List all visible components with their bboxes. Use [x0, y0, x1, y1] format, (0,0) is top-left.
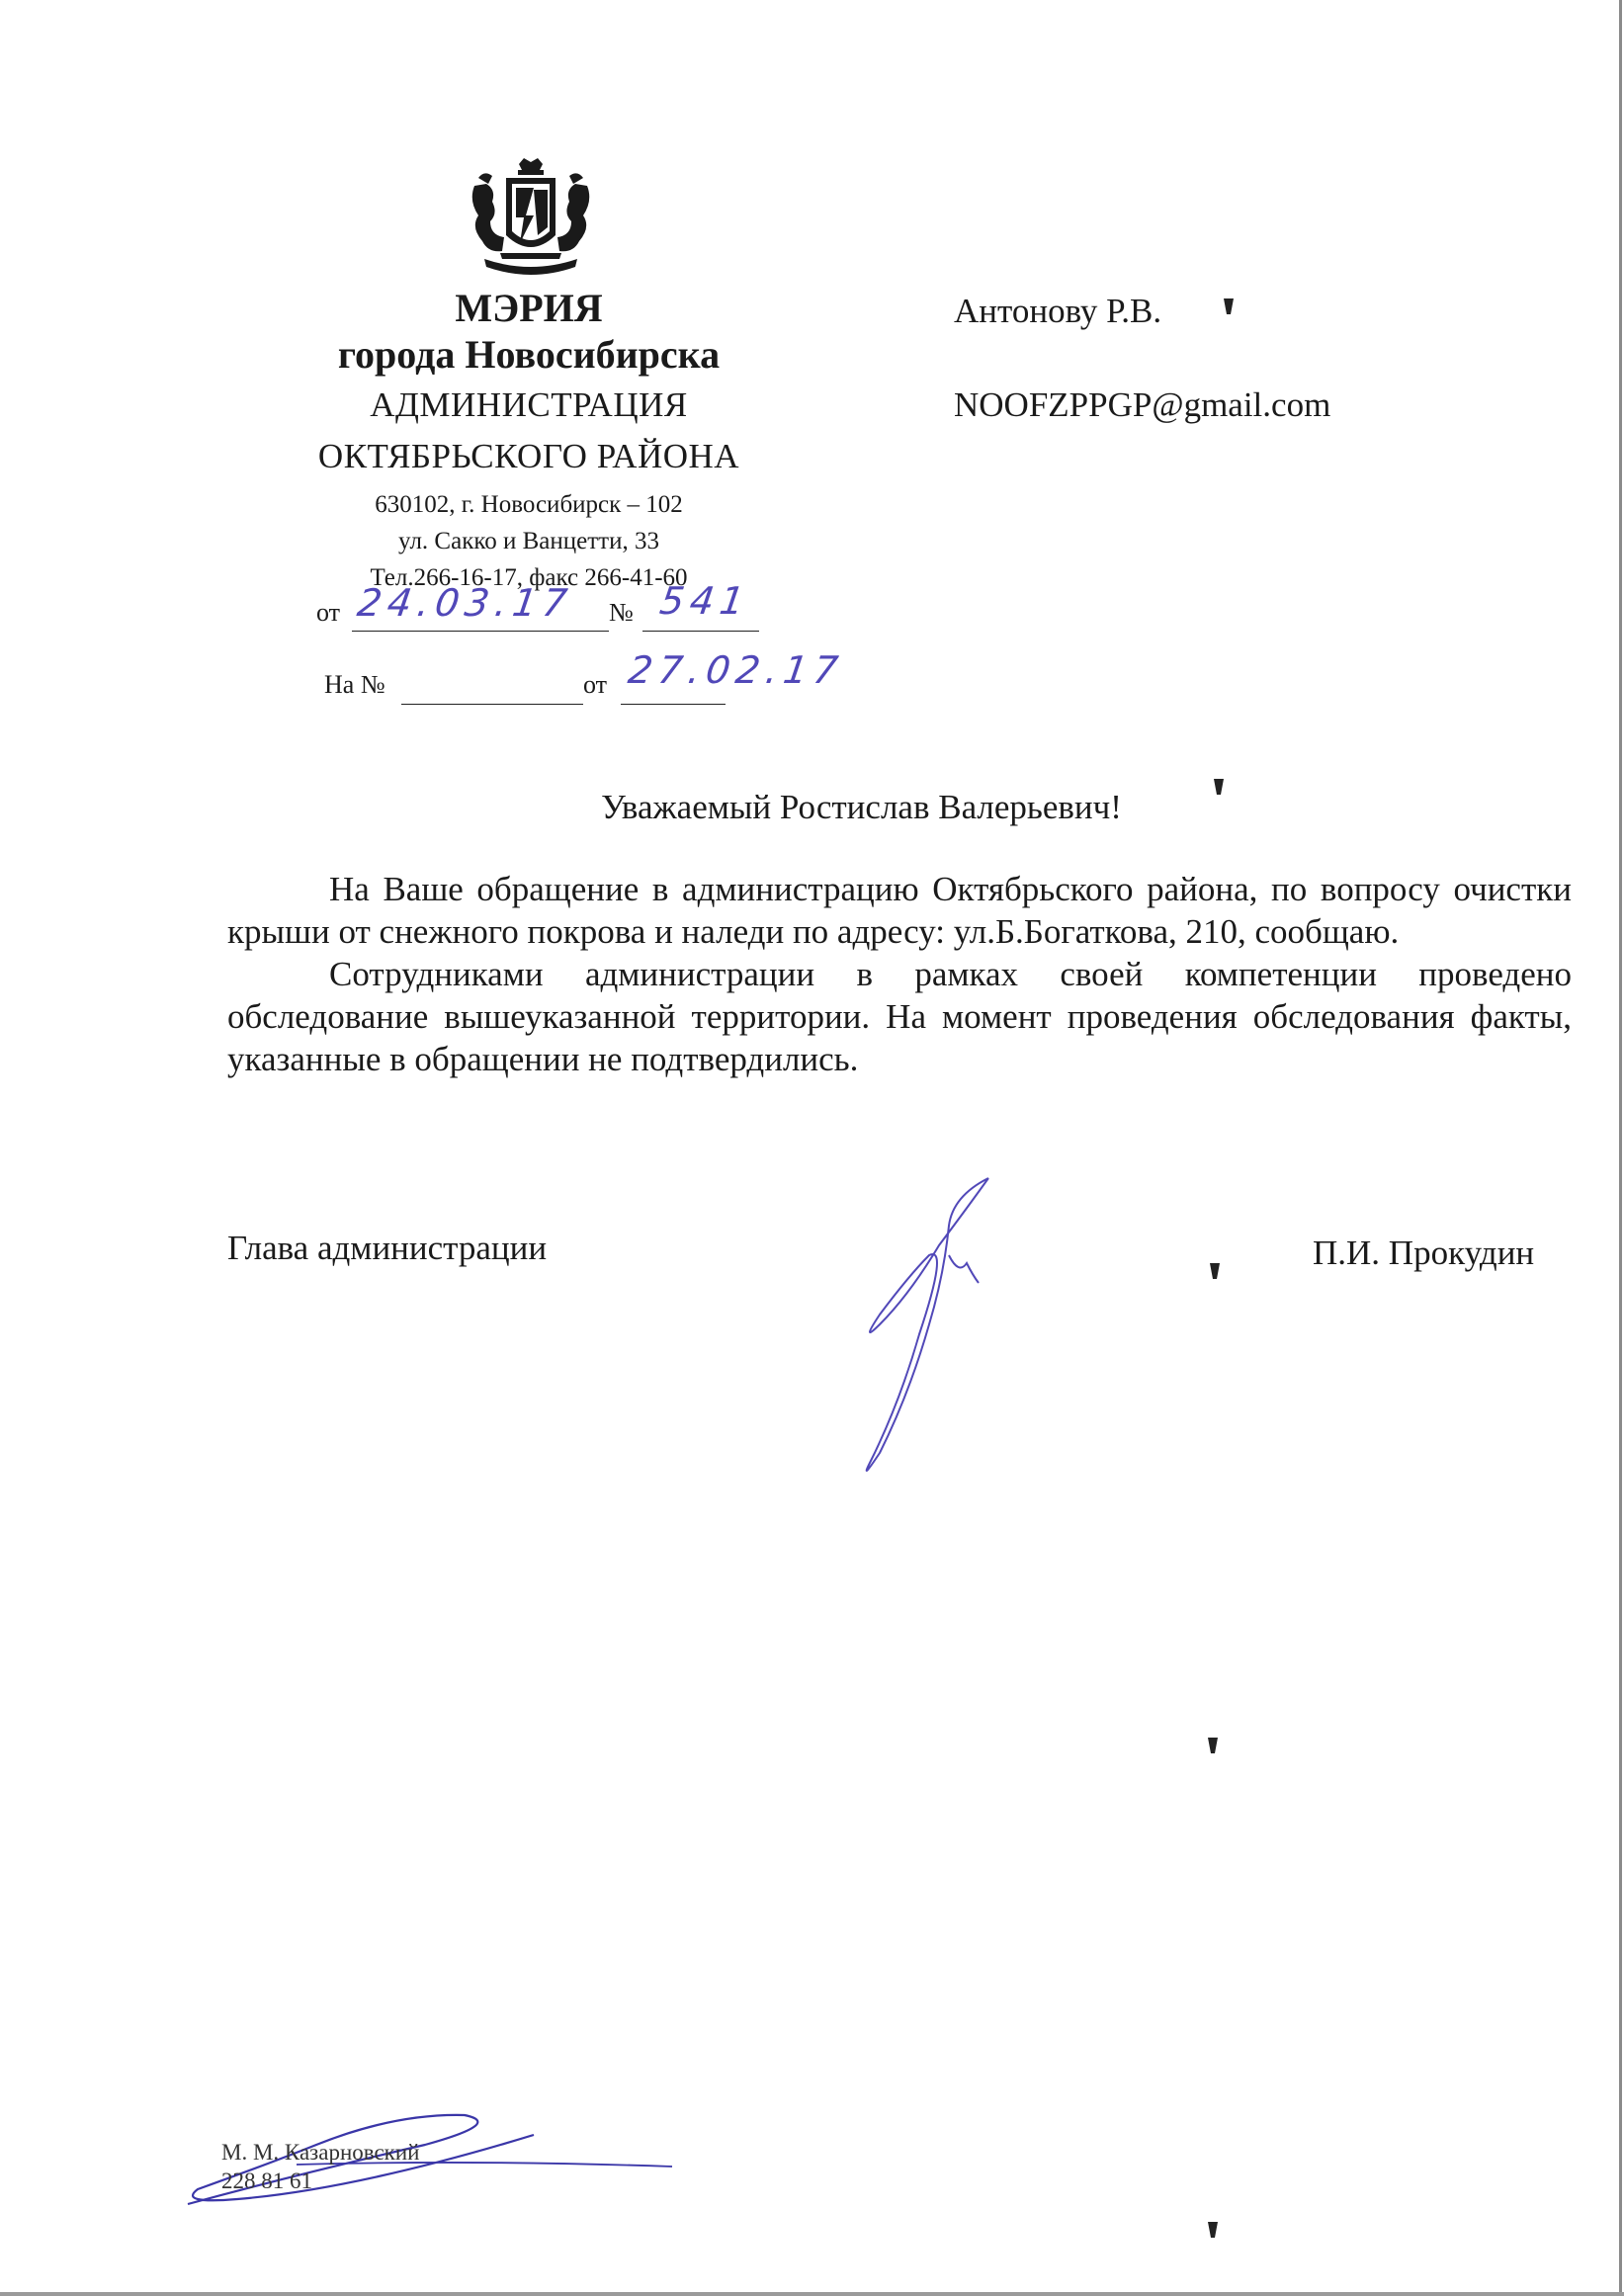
- body-paragraph-1: На Ваше обращение в администрацию Октябрьского района, по вопросу очистки крыши от снежного покрова и наледи по адресу: ул.Б.Богаткова, 210, сообщаю.: [227, 870, 1572, 951]
- greeting: Уважаемый Ростислав Валерьевич!: [601, 788, 1122, 826]
- letterhead-phone: Тел.266-16-17, факс 266-41-60: [370, 564, 688, 591]
- addressee-name: Антонову Р.В.: [954, 292, 1162, 330]
- punch-mark-icon: [1212, 777, 1226, 797]
- signatory-name: П.И. Прокудин: [1313, 1233, 1535, 1272]
- reg-number-handwritten: 541: [656, 579, 753, 623]
- punch-mark-icon: [1208, 1261, 1222, 1281]
- city-coat-of-arms-icon: [465, 156, 597, 287]
- scan-edge-bottom: [0, 2292, 1624, 2296]
- punch-mark-icon: [1206, 1736, 1220, 1755]
- punch-mark-icon: [1206, 2220, 1220, 2240]
- signatory-title: Глава администрации: [227, 1229, 548, 1267]
- letterhead-city: города Новосибирска: [337, 332, 721, 377]
- letterhead-address-line1: 630102, г. Новосибирск – 102: [375, 491, 683, 518]
- executor-name: М. М. Казарновский: [221, 2140, 420, 2165]
- scan-edge-right: [1619, 0, 1622, 2296]
- executor-phone: 228 81 61: [221, 2168, 312, 2193]
- reply-number-field: [401, 668, 583, 705]
- reply-date-handwritten: 27.02.17: [625, 648, 847, 692]
- body-paragraph-2: Сотрудниками администрации в рамках своей компетенции проведено обследование вышеуказанной территории. На момент проведения обследования факты, указанные в обращении не подтвердились.: [227, 955, 1572, 1078]
- letterhead-admin-line2: ОКТЯБРЬСКОГО РАЙОНА: [317, 437, 740, 475]
- reg-from-label: от: [316, 598, 341, 627]
- handwritten-signature: [850, 1166, 1008, 1483]
- letterhead-address-line2: ул. Сакко и Ванцетти, 33: [398, 528, 659, 554]
- reg-date-handwritten: 24.03.17: [354, 581, 576, 625]
- reply-number-label: На №: [324, 670, 385, 699]
- letterhead-admin-line1: АДМИНИСТРАЦИЯ: [370, 385, 688, 424]
- reply-from-label: от: [583, 670, 608, 699]
- reg-number-label: №: [609, 598, 634, 627]
- letterhead: [252, 287, 806, 596]
- letter-body: [227, 868, 1572, 1080]
- letterhead-meriya: МЭРИЯ: [455, 286, 603, 330]
- punch-mark-icon: [1222, 297, 1236, 316]
- addressee-email: NOOFZPPGP@gmail.com: [954, 385, 1331, 424]
- executor-info: [221, 2138, 419, 2195]
